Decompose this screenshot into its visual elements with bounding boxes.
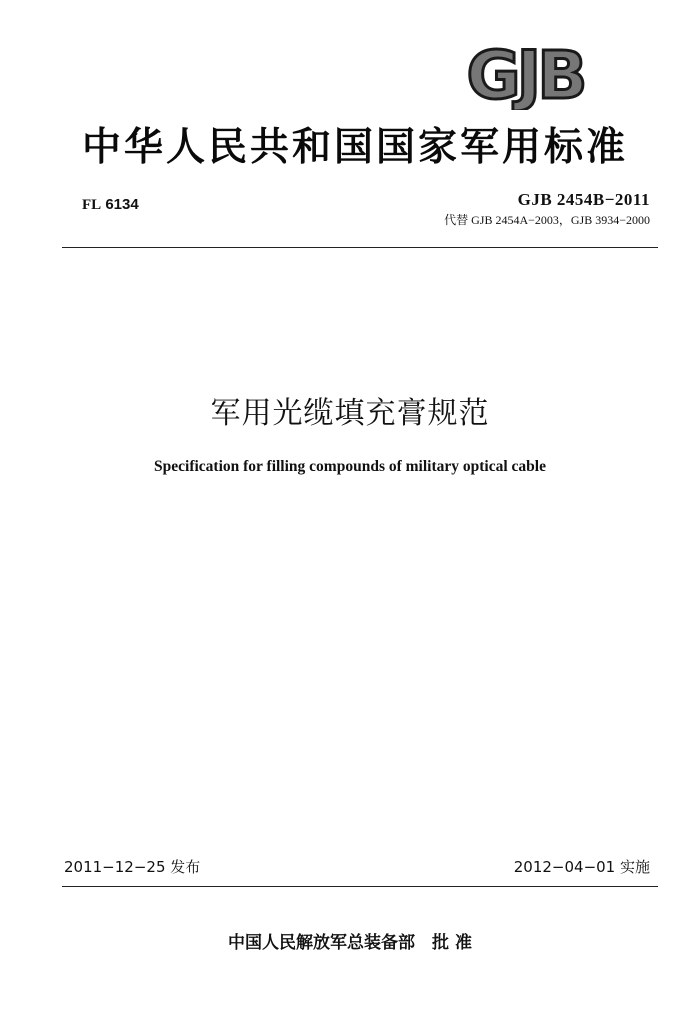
classification-code — [82, 196, 139, 214]
classification-number: 6134 — [105, 196, 139, 213]
document-title-cn: 军用光缆填充膏规范 — [210, 396, 490, 431]
masthead-title: 中华人民共和国国家军用标准 — [81, 124, 628, 170]
bottom-divider — [62, 886, 658, 887]
replaces-note: 代替 GJB 2454A−2003，GJB 3934−2000 — [444, 213, 650, 227]
gjb-logo-text: GJB — [466, 37, 584, 110]
approving-authority: 中国人民解放军总装备部 批 准 — [228, 933, 472, 953]
standard-number: GJB 2454B−2011 — [517, 190, 650, 209]
classification-label: FL — [82, 197, 102, 213]
issue-date: 2011−12−25 发布 — [64, 858, 201, 876]
gjb-logo — [425, 26, 625, 110]
document-title-en: Specification for filling compounds of military optical cable — [154, 458, 546, 475]
top-divider — [62, 247, 658, 248]
implementation-date: 2012−04−01 实施 — [513, 858, 650, 876]
